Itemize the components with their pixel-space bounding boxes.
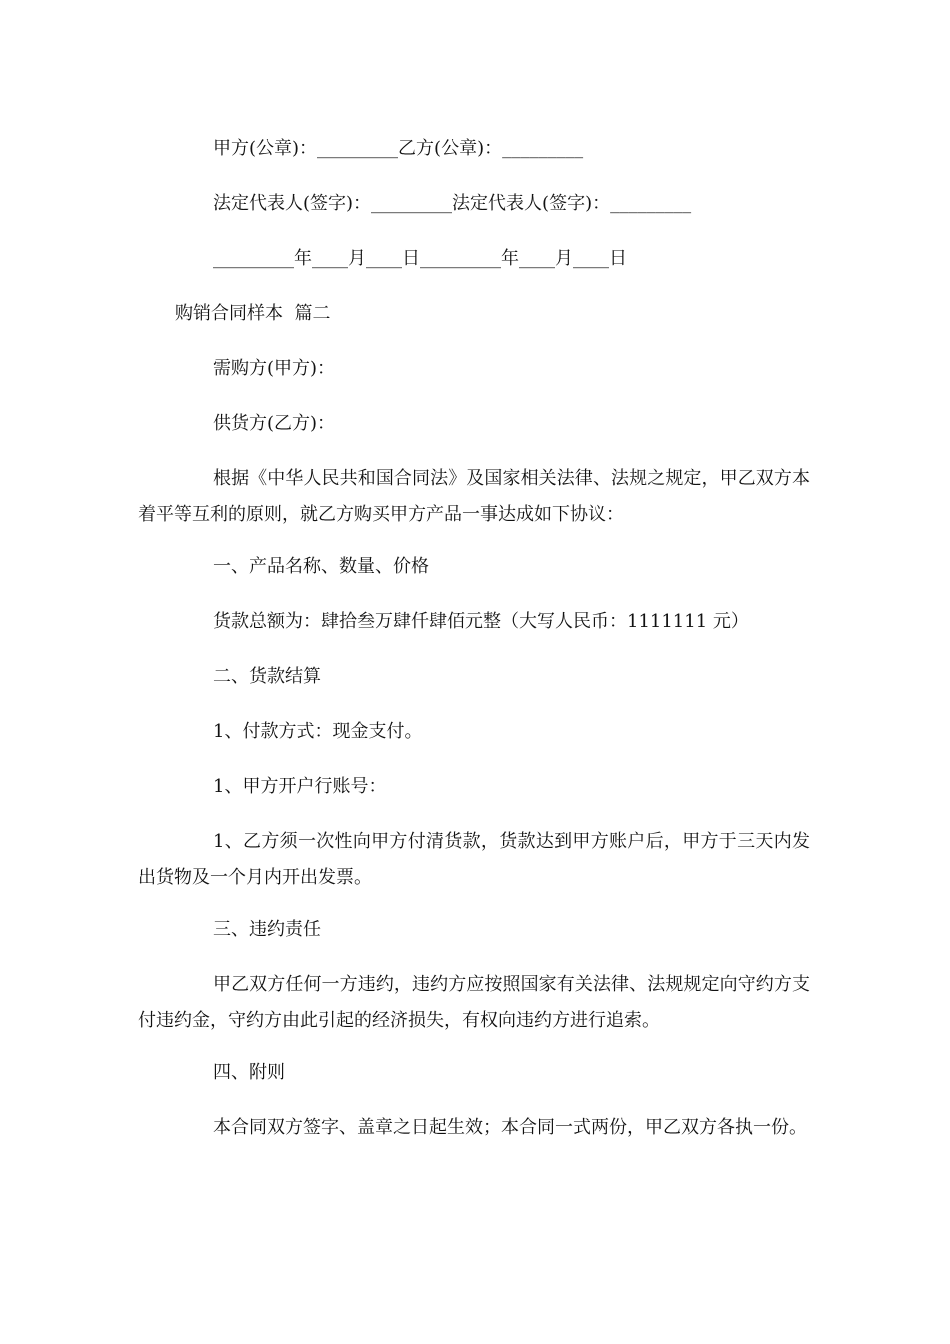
clause-4-title: 四、附则 [213, 1062, 285, 1083]
supplier-label: 供货方(乙方)： [213, 413, 336, 434]
section-title: 购销合同样本 篇二 [175, 303, 331, 324]
clause-1-title: 一、产品名称、数量、价格 [213, 556, 429, 577]
intro-paragraph: 根据《中华人民共和国合同法》及国家相关法律、法规之规定，甲乙双方本着平等互利的原则，就乙方购买甲方产品一事达成如下协议： [138, 468, 810, 525]
clause-2-title: 二、货款结算 [213, 666, 321, 687]
legal-rep-line: 法定代表人(签字)：_________法定代表人(签字)：_________ [213, 193, 692, 214]
total-amount: 货款总额为：肆拾叁万肆仟肆佰元整（大写人民币：1111111 元） [213, 611, 749, 632]
buyer-label: 需购方(甲方)： [213, 358, 336, 379]
bank-account: 1、甲方开户行账号： [213, 776, 387, 797]
party-seal-line: 甲方(公章)：_________乙方(公章)：_________ [213, 138, 584, 159]
clause-3-title: 三、违约责任 [213, 919, 321, 940]
payment-method: 1、付款方式：现金支付。 [213, 721, 423, 742]
effective-paragraph: 本合同双方签字、盖章之日起生效；本合同一式两份，甲乙双方各执一份。 [213, 1117, 807, 1138]
signing-date-line: _________年____月____日_________年____月____日 [213, 248, 627, 269]
liability-paragraph: 甲乙双方任何一方违约，违约方应按照国家有关法律、法规规定向守约方支付违约金，守约方由此引起的经济损失，有权向违约方进行追索。 [138, 974, 810, 1031]
payment-terms-paragraph: 1、乙方须一次性向甲方付清货款，货款达到甲方账户后，甲方于三天内发出货物及一个月内开出发票。 [138, 831, 810, 888]
